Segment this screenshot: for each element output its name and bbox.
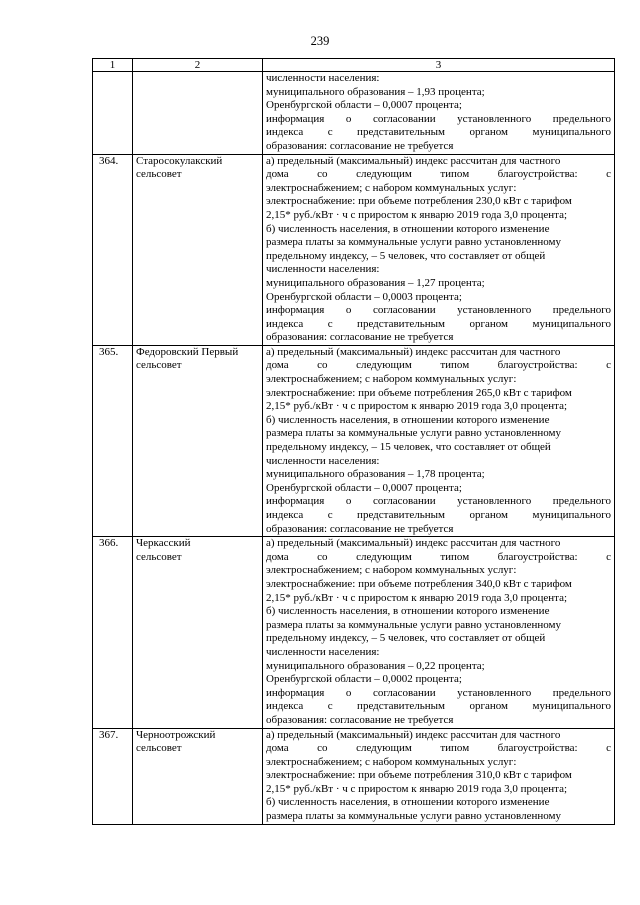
text-line: индекса с представительным органом муниципального [266, 700, 611, 713]
text-line: информация о согласовании установленного предельного [266, 112, 611, 125]
text-line: дома со следующим типом благоустройства: с [266, 359, 611, 372]
text-line: размера платы за коммунальные услуги равно установленному [266, 810, 561, 823]
text-line: дома со следующим типом благоустройства: с [266, 742, 611, 755]
text-line: численности населения: [266, 645, 380, 658]
text-line: размера платы за коммунальные услуги равно установленному [266, 618, 561, 631]
text-line: электроснабжением; с набором коммунальных услуг: [266, 373, 517, 386]
text-line: муниципального образования – 1,78 процента; [266, 468, 485, 481]
municipality-cell [133, 72, 263, 155]
text-line: предельному индексу, – 15 человек, что составляет от общей [266, 441, 551, 454]
text-line: дома со следующим типом благоустройства: с [266, 550, 611, 563]
page-number: 239 [310, 34, 330, 48]
text-line: информация о согласовании установленного предельного [266, 304, 611, 317]
text-line: образования: согласование не требуется [266, 139, 454, 152]
name-line: Федоровский Первый [136, 345, 239, 358]
text-line: образования: согласование не требуется [266, 331, 454, 344]
table-row [93, 154, 615, 345]
text-line: предельному индексу, – 5 человек, что составляет от общей [266, 632, 546, 645]
text-line: муниципального образования – 1,27 процента; [266, 276, 485, 289]
header-row [93, 59, 615, 72]
text-line: образования: согласование не требуется [266, 522, 454, 535]
text-line: электроснабжение: при объеме потребления 340,0 кВт с тарифом [266, 577, 572, 590]
description-cell [263, 345, 615, 536]
name-line: сельсовет [136, 168, 182, 181]
text-line: дома со следующим типом благоустройства: с [266, 168, 611, 181]
name-line: Старосокулакский [136, 154, 223, 167]
text-line: б) численность населения, в отношении которого изменение [266, 222, 550, 235]
municipality-name [133, 537, 263, 728]
text-line: численности населения: [266, 263, 380, 276]
name-line: сельсовет [136, 742, 182, 755]
text-line: электроснабжением; с набором коммунальных услуг: [266, 181, 517, 194]
municipality-name [133, 154, 263, 345]
text-line: 2,15* руб./кВт · ч с приростом к январю 2019 года 3,0 процента; [266, 591, 568, 604]
municipality-name [133, 345, 263, 536]
text-line: индекса с представительным органом муниципального [266, 126, 611, 139]
text-line: электроснабжением; с набором коммунальных услуг: [266, 564, 517, 577]
text-line: а) предельный (максимальный) индекс рассчитан для частного [266, 154, 561, 167]
name-line: сельсовет [136, 550, 182, 563]
name-line: Черноотрожский [136, 728, 216, 741]
text-line: информация о согласовании установленного предельного [266, 686, 611, 699]
text-line: 2,15* руб./кВт · ч с приростом к январю 2019 года 3,0 процента; [266, 400, 568, 413]
text-line: размера платы за коммунальные услуги равно установленному [266, 427, 561, 440]
text-line: Оренбургской области – 0,0002 процента; [266, 673, 462, 686]
text-line: б) численность населения, в отношении которого изменение [266, 605, 550, 618]
name-line: сельсовет [136, 359, 182, 372]
municipality-name [133, 728, 263, 824]
text-line: предельному индексу, – 5 человек, что составляет от общей [266, 249, 546, 262]
tariff-table [92, 58, 615, 825]
row-number: 364. [93, 154, 133, 345]
text-line: 2,15* руб./кВт · ч с приростом к январю 2019 года 3,0 процента; [266, 782, 568, 795]
text-line: численности населения: [266, 454, 380, 467]
row-number: 366. [93, 537, 133, 728]
table-row [93, 537, 615, 728]
text-line: муниципального образования – 1,93 процента; [266, 85, 485, 98]
description-cell [263, 728, 615, 824]
table-row [93, 345, 615, 536]
text-line: информация о согласовании установленного предельного [266, 495, 611, 508]
description-cell [263, 72, 615, 155]
text-line: индекса с представительным органом муниципального [266, 317, 611, 330]
text-line: муниципального образования – 0,22 процента; [266, 659, 485, 672]
text-line: электроснабжение: при объеме потребления 230,0 кВт с тарифом [266, 195, 572, 208]
column-header-3: 3 [263, 59, 615, 72]
text-line: Оренбургской области – 0,0007 процента; [266, 99, 462, 112]
text-line: численности населения: [266, 72, 380, 84]
table-row [93, 728, 615, 824]
text-line: образования: согласование не требуется [266, 713, 454, 726]
number-cell [93, 72, 133, 155]
row-number: 365. [93, 345, 133, 536]
text-line: индекса с представительным органом муниципального [266, 509, 611, 521]
text-line: Оренбургской области – 0,0003 процента; [266, 290, 462, 303]
text-line: Оренбургской области – 0,0007 процента; [266, 481, 462, 494]
text-line: 2,15* руб./кВт · ч с приростом к январю 2019 года 3,0 процента; [266, 208, 568, 221]
text-line: электроснабжением; с набором коммунальных услуг: [266, 755, 517, 768]
continuation-row [93, 72, 615, 155]
table-body [93, 59, 615, 825]
row-number: 367. [93, 728, 133, 824]
text-line: а) предельный (максимальный) индекс рассчитан для частного [266, 728, 561, 741]
text-line: а) предельный (максимальный) индекс рассчитан для частного [266, 345, 561, 358]
description-cell [263, 537, 615, 728]
text-line: электроснабжение: при объеме потребления 310,0 кВт с тарифом [266, 769, 572, 782]
description-cell [263, 154, 615, 345]
text-line: размера платы за коммунальные услуги равно установленному [266, 236, 561, 249]
name-line: Черкасский [136, 537, 191, 550]
column-header-2: 2 [133, 59, 263, 72]
text-line: электроснабжение: при объеме потребления 265,0 кВт с тарифом [266, 386, 572, 399]
column-header-1: 1 [93, 59, 133, 72]
text-line: б) численность населения, в отношении которого изменение [266, 413, 550, 426]
text-line: а) предельный (максимальный) индекс рассчитан для частного [266, 537, 561, 550]
text-line: б) численность населения, в отношении которого изменение [266, 796, 550, 809]
